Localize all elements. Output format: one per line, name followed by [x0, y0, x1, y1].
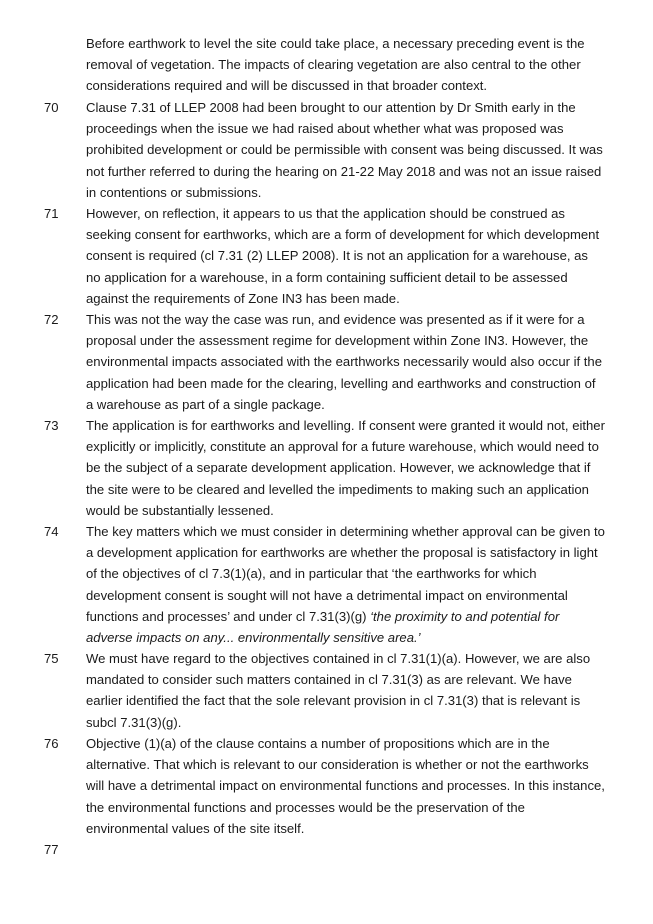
paragraph-number-72: 72 — [44, 312, 59, 327]
paragraph-74-text: The key matters which we must consider in determining whether approval can be given to a development application for earthworks are whether the proposal is satisfactory in light of the objectives of cl 7.3(1)(a), and in particular that ‘the earthworks for which development consent is sought will not have a detrimental impact on environmental functions and processes’ and under cl 7.31(3)(g) — [86, 524, 605, 624]
paragraph-75: We must have regard to the objectives contained in cl 7.31(1)(a). However, we are also mandated to consider such matters contained in cl 7.31(3) as are relevant. We have earlier identified the fact that the sole relevant provision in cl 7.31(3) that is relevant is subcl 7.31(3)(g). — [86, 651, 591, 730]
paragraph-number-70: 70 — [44, 100, 59, 115]
paragraph-number-71: 71 — [44, 206, 59, 221]
paragraph-71: However, on reflection, it appears to us that the application should be construed as seeking consent for earthworks, which are a form of development for which development consent is required (cl 7.31 (2) LLEP 2008). It is not an application for a warehouse, as no application for a warehouse, in a form containing sufficient detail to be assessed against the requirements of Zone IN3 has been made. — [86, 206, 600, 306]
paragraph-number-74: 74 — [44, 524, 59, 539]
paragraph-74 — [86, 521, 606, 648]
paragraph-74-quote: ‘the proximity to and potential for adverse impacts on any... environmentally sensitive area.’ — [86, 608, 560, 646]
paragraph-intro: Before earthwork to level the site could take place, a necessary preceding event is the removal of vegetation. The impacts of clearing vegetation are also central to the other considerations required and will be discussed in that broader context. — [86, 36, 585, 94]
paragraph-number-77: 77 — [44, 842, 59, 857]
paragraph-73: The application is for earthworks and levelling. If consent were granted it would not, either explicitly or implicitly, constitute an approval for a future warehouse, which would need to be the subject of a separate development application. However, we acknowledge that if the site were to be cleared and levelled the impediments to making such an application would be substantially lessened. — [86, 418, 605, 518]
paragraph-number-75: 75 — [44, 651, 59, 666]
paragraph-76: Objective (1)(a) of the clause contains a number of propositions which are in the alternative. That which is relevant to our consideration is whether or not the earthworks will have a detrimental impact on environmental functions and processes. In this instance, the environmental functions and processes would be the preservation of the environmental values of the site itself. — [86, 736, 605, 836]
paragraph-number-73: 73 — [44, 418, 59, 433]
paragraph-72: This was not the way the case was run, and evidence was presented as if it were for a proposal under the assessment regime for development within Zone IN3. However, the environmental impacts associated with the earthworks necessarily would also occur if the application had been made for the clearing, levelling and earthworks and construction of a warehouse as part of a single package. — [86, 312, 602, 412]
paragraph-70: Clause 7.31 of LLEP 2008 had been brought to our attention by Dr Smith early in the proceedings when the issue we had raised about whether what was proposed was prohibited development or could be permissible with consent was being discussed. It was not further referred to during the hearing on 21-22 May 2018 and was not an issue raised in contentions or submissions. — [86, 100, 603, 200]
paragraph-number-76: 76 — [44, 736, 59, 751]
